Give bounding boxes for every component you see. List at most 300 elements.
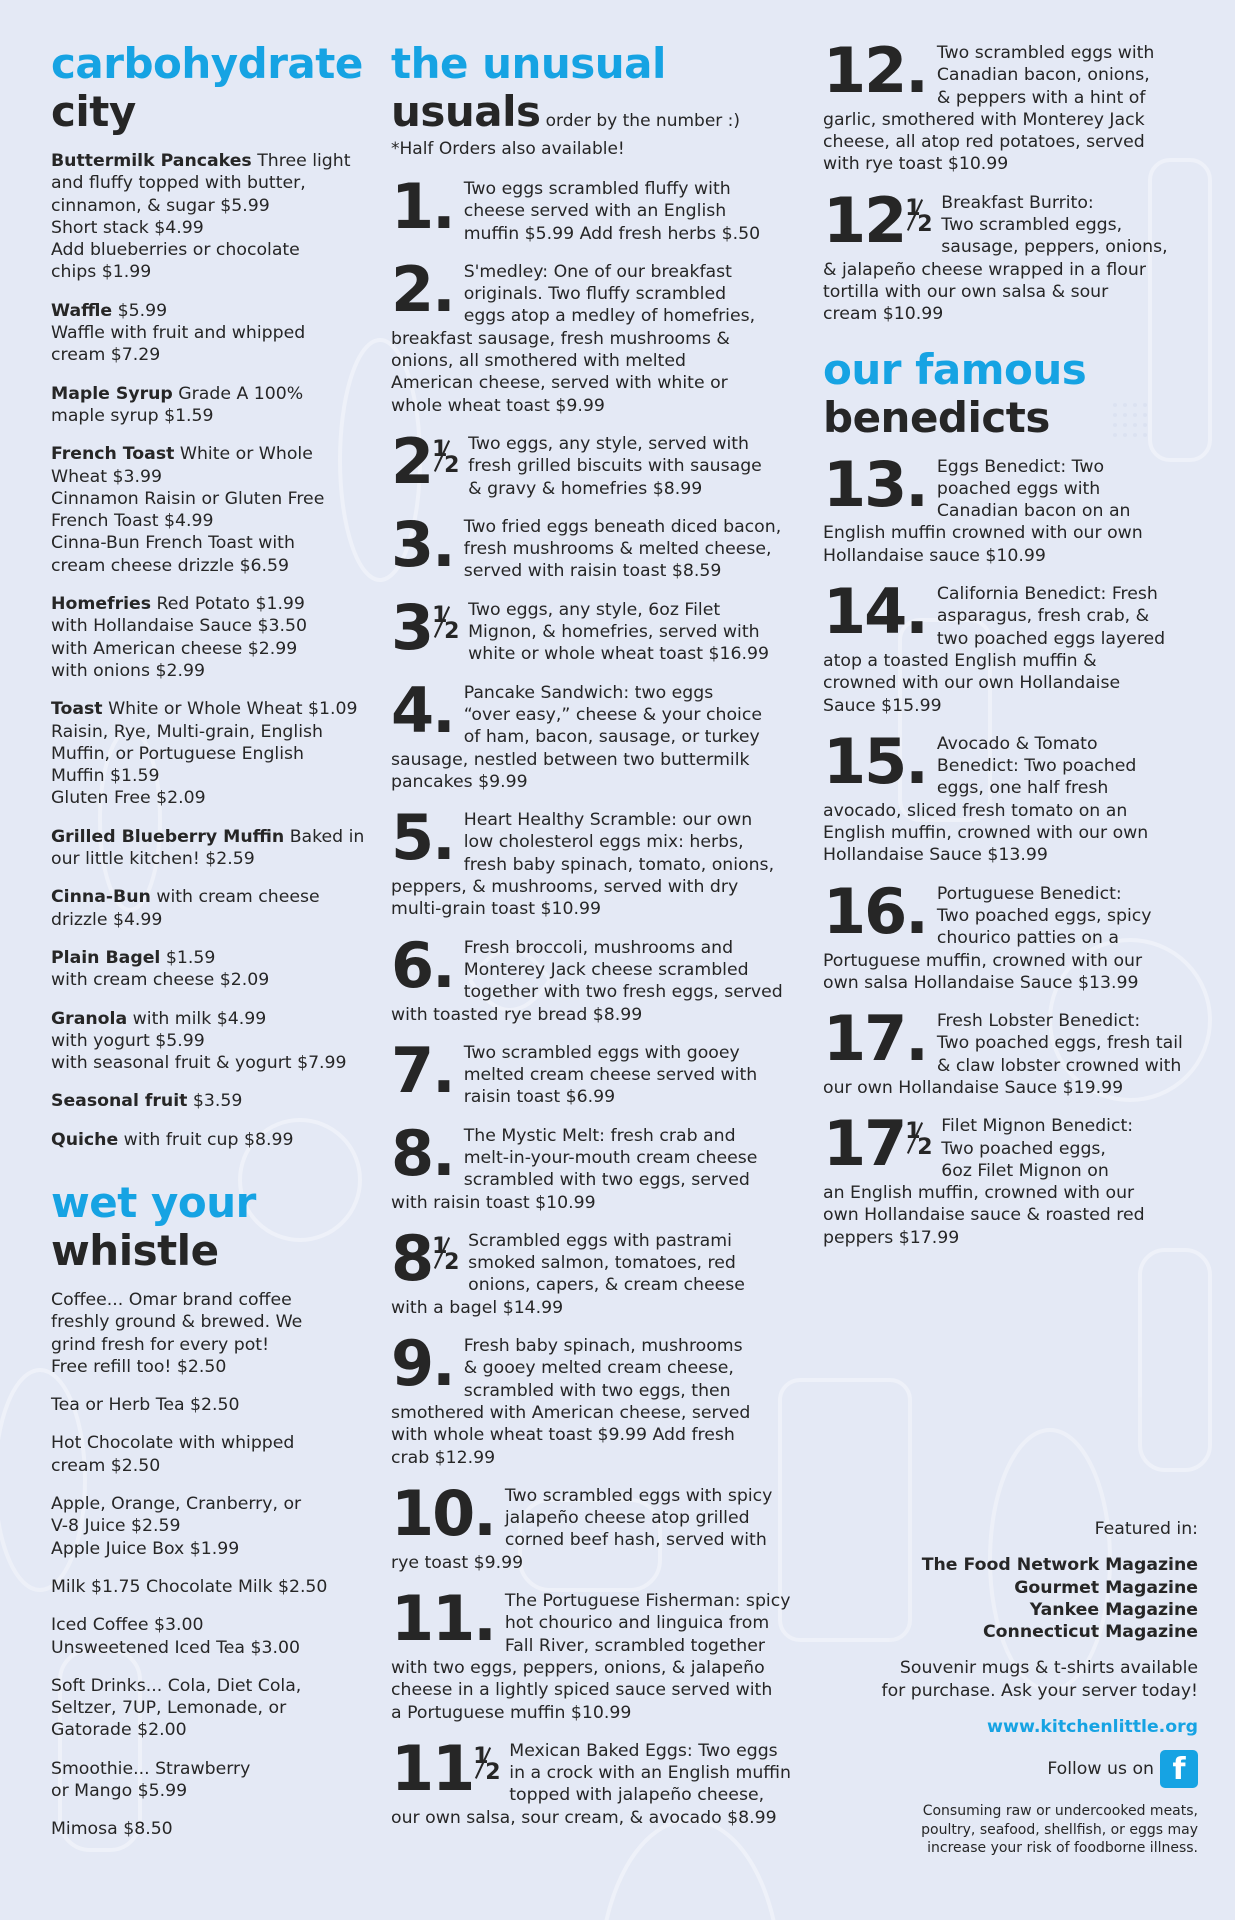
menu-item-name: Cinna-Bun	[51, 887, 151, 908]
item-number	[391, 801, 454, 875]
item-number	[823, 447, 927, 521]
numbered-item	[391, 1476, 801, 1574]
item-number	[391, 673, 454, 747]
section-title-carbohydrate: carbohydrate	[51, 39, 363, 88]
menu-item-line: maple syrup $1.59	[51, 405, 214, 426]
drink-line: Gatorade $2.00	[51, 1720, 187, 1741]
menu-item-line: with milk $4.99	[127, 1008, 267, 1029]
half-fraction-icon: 1 2	[905, 1119, 933, 1161]
item-line: onions, capers, & cream cheese	[468, 1275, 745, 1296]
item-line: Two poached eggs, fresh tail	[936, 1033, 1183, 1054]
numbered-item	[391, 170, 801, 245]
item-number-dot: .	[432, 252, 454, 326]
item-line: Portuguese Benedict:	[936, 883, 1122, 904]
menu-item-name: French Toast	[51, 444, 175, 465]
item-line: fresh grilled biscuits with sausage	[468, 456, 762, 477]
item-line: eggs atop a medley of homefries,	[463, 306, 756, 327]
menu-item-line: Wheat $3.99	[51, 466, 163, 487]
drink-line: Seltzer, 7UP, Lemonade, or	[51, 1698, 287, 1719]
numbered-item	[391, 1582, 801, 1724]
item-line: peppers $17.99	[823, 1227, 960, 1248]
item-line: of ham, bacon, sausage, or turkey	[463, 727, 760, 748]
menu-item-line: chips $1.99	[51, 262, 152, 283]
item-line: Fall River, scrambled together	[504, 1635, 765, 1656]
item-number-value: 14	[823, 575, 906, 649]
item-line: S'medley: One of our breakfast	[463, 261, 732, 282]
column-carbohydrate-city	[51, 0, 371, 1857]
item-line: crowned with our own Hollandaise	[823, 673, 1121, 694]
item-line: & gravy & homefries $8.99	[468, 478, 703, 499]
section-title-usuals: usuals	[391, 87, 541, 136]
item-line: crab $12.99	[391, 1447, 496, 1468]
item-number	[391, 1033, 454, 1107]
drink-line: Iced Coffee $3.00	[51, 1615, 204, 1636]
menu-item	[51, 886, 371, 931]
item-line: corned beef hash, served with	[504, 1530, 767, 1551]
drink-item	[51, 1614, 371, 1659]
menu-item-line: and fluffy topped with butter,	[51, 173, 306, 194]
item-line: cheese in a lightly spiced sauce served with	[391, 1680, 773, 1701]
item-line: in a crock with an English muffin	[509, 1763, 791, 1784]
numbered-item	[391, 507, 801, 583]
drink-line: grind fresh for every pot!	[51, 1334, 269, 1355]
item-line: our own Hollandaise Sauce $19.99	[823, 1077, 1124, 1098]
menu-item	[51, 1090, 371, 1112]
numbered-breakfast-list	[391, 170, 801, 1829]
follow-label: Follow us on	[1047, 1759, 1154, 1780]
food-safety-warning	[840, 1802, 1198, 1858]
item-number	[391, 590, 460, 664]
menu-item-line: Short stack $4.99	[51, 217, 204, 238]
item-number-dot: .	[473, 1582, 495, 1656]
menu-item-line: Grade A 100%	[172, 383, 304, 404]
numbered-item	[391, 424, 801, 500]
item-number-value: 17	[823, 1107, 906, 1181]
item-line: onions, all smothered with melted	[391, 351, 686, 372]
drink-line: Unsweetened Iced Tea $3.00	[51, 1637, 300, 1658]
item-number-value: 7	[391, 1033, 433, 1107]
section-title-city: city	[51, 87, 136, 136]
item-line: Canadian bacon on an	[936, 501, 1131, 522]
drink-item	[51, 1432, 371, 1477]
item-line: American cheese, served with white or	[391, 373, 728, 394]
menu-item-line: Cinna-Bun French Toast with	[51, 533, 295, 554]
item-number-dot: .	[905, 447, 927, 521]
item-line: Breakfast Burrito:	[941, 192, 1094, 213]
numbered-item	[391, 928, 801, 1026]
menu-item-name: Homefries	[51, 594, 152, 615]
item-line: & claw lobster crowned with	[936, 1055, 1182, 1076]
item-line: sausage, nestled between two buttermilk	[391, 749, 750, 770]
item-number	[823, 874, 927, 948]
menu-item-line: with American cheese $2.99	[51, 638, 298, 659]
drink-line: V-8 Juice $2.59	[51, 1516, 181, 1537]
item-line: served with raisin toast $8.59	[463, 561, 722, 582]
item-number-value: 11	[391, 1731, 474, 1805]
item-line: with whole wheat toast $9.99 Add fresh	[391, 1425, 735, 1446]
magazine-name: Yankee Magazine	[1029, 1599, 1198, 1620]
drink-item	[51, 1289, 371, 1378]
drink-item	[51, 1394, 371, 1416]
item-number-dot: .	[432, 507, 454, 581]
item-number	[823, 183, 933, 257]
numbered-item	[823, 183, 1198, 326]
menu-item	[51, 826, 371, 871]
menu-item-line: Muffin, or Portuguese English	[51, 743, 304, 764]
item-line: Two scrambled eggs with spicy	[504, 1485, 773, 1506]
drink-line: Free refill too! $2.50	[51, 1356, 227, 1377]
item-line: with toasted rye bread $8.99	[391, 1004, 643, 1025]
item-line: cheese served with an English	[463, 201, 727, 222]
numbered-item	[391, 1731, 801, 1829]
numbered-item	[823, 874, 1198, 994]
item-number	[823, 1002, 927, 1076]
drink-line: Milk $1.75 Chocolate Milk $2.50	[51, 1576, 328, 1597]
half-fraction-icon: 1 2	[905, 195, 933, 237]
souvenir-line: Souvenir mugs & t-shirts available	[899, 1658, 1198, 1679]
item-line: garlic, smothered with Monterey Jack	[823, 109, 1145, 130]
numbered-item	[391, 590, 801, 666]
item-number	[391, 1582, 495, 1656]
numbered-item	[391, 1116, 801, 1214]
item-line: Heart Healthy Scramble: our own	[463, 810, 753, 831]
menu-item-line: Muffin $1.59	[51, 766, 160, 787]
menu-item-line: with yogurt $5.99	[51, 1030, 205, 1051]
drink-line: freshly ground & brewed. We	[51, 1312, 303, 1333]
item-line: Avocado & Tomato	[936, 733, 1098, 754]
item-line: smothered with American cheese, served	[391, 1402, 751, 1423]
item-number	[823, 724, 927, 798]
item-line: muffin $5.99 Add fresh herbs $.50	[463, 223, 761, 244]
menu-item-line: with fruit cup $8.99	[118, 1129, 294, 1150]
numbered-item	[823, 575, 1198, 717]
drink-line: or Mango $5.99	[51, 1781, 188, 1802]
drink-line: Apple, Orange, Cranberry, or	[51, 1494, 302, 1515]
numbered-item	[391, 1327, 801, 1469]
item-line: Pancake Sandwich: two eggs	[463, 682, 714, 703]
item-line: raisin toast $6.99	[463, 1087, 616, 1108]
item-line: originals. Two fluffy scrambled	[463, 284, 727, 305]
magazine-name: Connecticut Magazine	[982, 1622, 1198, 1643]
item-number-value: 3	[391, 590, 433, 664]
section-title-the-unusual: the unusual	[391, 39, 666, 88]
half-fraction-icon: 1 2	[473, 1743, 501, 1785]
item-line: Sauce $15.99	[823, 695, 942, 716]
menu-item-line: with Hollandaise Sauce $3.50	[51, 616, 307, 637]
item-number-dot: .	[432, 170, 454, 243]
item-number-value: 11	[391, 1582, 474, 1656]
item-line: & peppers with a hint of	[936, 87, 1146, 108]
menu-item-line: our little kitchen! $2.59	[51, 849, 255, 870]
numbered-item	[823, 1107, 1198, 1249]
menu-item-line: Raisin, Rye, Multi-grain, English	[51, 721, 323, 742]
menu-item-line: $1.59	[160, 947, 216, 968]
drink-item	[51, 1493, 371, 1560]
menu-item	[51, 443, 371, 577]
item-line: scrambled with two eggs, then	[463, 1380, 731, 1401]
menu-item-line: cinnamon, & sugar $5.99	[51, 195, 270, 216]
magazine-name: Gourmet Magazine	[1014, 1577, 1198, 1598]
warning-line: poultry, seafood, shellfish, or eggs may	[921, 1821, 1198, 1838]
item-number-dot: .	[432, 673, 454, 747]
drink-line: Tea or Herb Tea $2.50	[51, 1395, 240, 1416]
facebook-icon[interactable]: f	[1160, 1750, 1198, 1788]
item-line: hot chourico and linguica from	[504, 1613, 770, 1634]
item-line: our own salsa, sour cream, & avocado $8.99	[391, 1807, 777, 1828]
menu-item-line: $3.59	[187, 1091, 243, 1112]
item-line: with two eggs, peppers, onions, & jalapeño	[391, 1657, 765, 1678]
drink-line: Coffee... Omar brand coffee	[51, 1289, 292, 1310]
item-number-value: 12	[823, 183, 906, 257]
menu-item-name: Granola	[51, 1008, 128, 1029]
item-line: Mignon, & homefries, served with	[468, 622, 760, 643]
item-number	[391, 1731, 501, 1805]
item-line: Two eggs, any style, served with	[468, 433, 750, 454]
item-line: Hollandaise Sauce $13.99	[823, 845, 1048, 866]
usuals-subtitle: order by the number :)	[545, 111, 741, 131]
item-number	[391, 1116, 454, 1190]
drink-item	[51, 1758, 371, 1803]
menu-item	[51, 593, 371, 682]
menu-item-name: Toast	[51, 699, 103, 720]
item-line: California Benedict: Fresh	[936, 584, 1158, 605]
menu-item-line: White or Whole Wheat $1.09	[102, 699, 358, 720]
item-line: English muffin, crowned with our own	[823, 823, 1149, 844]
drink-item	[51, 1818, 371, 1840]
warning-line: Consuming raw or undercooked meats,	[922, 1803, 1198, 1820]
item-line: eggs, one half fresh	[936, 778, 1109, 799]
menu-item	[51, 300, 371, 367]
item-line: topped with jalapeño cheese,	[509, 1785, 765, 1806]
column-unusual-usuals	[391, 0, 801, 1845]
item-line: pancakes $9.99	[391, 771, 528, 792]
item-number-dot: .	[905, 34, 927, 107]
menu-item-line: Gluten Free $2.09	[51, 788, 206, 809]
item-line: The Portuguese Fisherman: spicy	[504, 1591, 791, 1612]
item-line: Two eggs, any style, 6oz Filet	[468, 599, 721, 620]
menu-item-line: Red Potato $1.99	[151, 594, 305, 615]
item-line: Monterey Jack cheese scrambled	[463, 959, 749, 980]
item-number-dot: .	[432, 801, 454, 875]
item-line: & jalapeño cheese wrapped in a flour	[823, 259, 1146, 280]
numbered-items-12	[823, 34, 1198, 326]
item-line: own salsa Hollandaise Sauce $13.99	[823, 972, 1139, 993]
item-number-dot: .	[905, 1002, 927, 1076]
magazine-list	[840, 1554, 1198, 1643]
item-line: sausage, peppers, onions,	[941, 237, 1168, 258]
item-number-value: 10	[391, 1476, 474, 1550]
item-number	[823, 1107, 933, 1181]
item-number-dot: .	[905, 575, 927, 649]
item-line: English muffin crowned with our own	[823, 523, 1143, 544]
menu-item-line: Three light	[251, 151, 351, 171]
item-line: Two scrambled eggs,	[941, 215, 1123, 236]
numbered-item	[391, 801, 801, 920]
menu-item-line: drizzle $4.99	[51, 909, 163, 930]
item-line: Portuguese muffin, crowned with our	[823, 950, 1143, 971]
item-line: The Mystic Melt: fresh crab and	[463, 1125, 736, 1146]
section-title-whistle: whistle	[51, 1225, 219, 1275]
numbered-item	[391, 1221, 801, 1319]
drink-line: Apple Juice Box $1.99	[51, 1538, 240, 1559]
item-number-dot: .	[432, 928, 454, 1002]
menu-item-line: with seasonal fruit & yogurt $7.99	[51, 1053, 347, 1074]
item-number	[391, 424, 460, 498]
menu-item	[51, 947, 371, 992]
item-line: fresh baby spinach, tomato, onions,	[463, 854, 775, 875]
menu-item-name: Waffle	[51, 300, 113, 321]
item-line: melted cream cheese served with	[463, 1065, 758, 1086]
drinks-menu-list	[51, 1289, 371, 1841]
item-line: own Hollandaise sauce & roasted red	[823, 1205, 1145, 1226]
menu-item-name: Buttermilk Pancakes	[51, 151, 252, 171]
item-line: Benedict: Two poached	[936, 756, 1137, 777]
item-line: Fresh broccoli, mushrooms and	[463, 937, 734, 958]
item-line: peppers, & mushrooms, served with dry	[391, 877, 739, 898]
benedicts-list	[823, 447, 1198, 1250]
menu-item-line: with cream cheese	[150, 887, 320, 908]
item-line: smoked salmon, tomatoes, red	[468, 1253, 736, 1274]
item-number-value: 16	[823, 874, 906, 948]
menu-item-line: cream $7.29	[51, 345, 161, 366]
item-line: low cholesterol eggs mix: herbs,	[463, 832, 744, 853]
item-line: chourico patties on a	[936, 928, 1119, 949]
numbered-item	[823, 724, 1198, 867]
featured-label: Featured in:	[1094, 1519, 1198, 1539]
item-number	[391, 1221, 460, 1295]
item-line: together with two fresh eggs, served	[463, 982, 783, 1003]
section-title-wet-your: wet your	[51, 1177, 256, 1227]
item-number	[391, 928, 454, 1002]
item-line: rye toast $9.99	[391, 1552, 524, 1573]
menu-item-line: Cinnamon Raisin or Gluten Free	[51, 488, 325, 509]
menu-item-line: $5.99	[112, 300, 168, 321]
item-number-value: 9	[391, 1327, 433, 1401]
numbered-item	[823, 1002, 1198, 1099]
menu-item-name: Grilled Blueberry Muffin	[51, 826, 285, 847]
magazine-name: The Food Network Magazine	[921, 1555, 1198, 1576]
item-number-value: 12	[823, 34, 906, 107]
numbered-item	[391, 1033, 801, 1109]
item-line: a Portuguese muffin $10.99	[391, 1702, 632, 1723]
menu-item-line: Baked in	[284, 826, 365, 847]
menu-item-line: with onions $2.99	[51, 660, 205, 681]
menu-item	[51, 1129, 371, 1151]
item-line: 6oz Filet Mignon on	[941, 1160, 1109, 1181]
item-line: jalapeño cheese atop grilled	[504, 1508, 750, 1529]
item-number	[391, 1327, 454, 1401]
menu-item	[51, 383, 371, 428]
item-number-value: 5	[391, 801, 433, 875]
item-number-value: 15	[823, 724, 906, 798]
item-number-dot: .	[905, 874, 927, 948]
item-number-value: 1	[391, 170, 433, 243]
item-line: white or whole wheat toast $16.99	[468, 644, 769, 665]
section-title-benedicts: benedicts	[823, 392, 1050, 442]
numbered-item	[823, 447, 1198, 567]
item-line: atop a toasted English muffin &	[823, 650, 1097, 671]
half-fraction-icon: 1 2	[432, 602, 460, 644]
item-number-dot: .	[432, 1327, 454, 1401]
item-line: Eggs Benedict: Two	[936, 456, 1105, 477]
souvenir-line: for purchase. Ask your server today!	[881, 1680, 1198, 1701]
item-line: Two poached eggs,	[941, 1138, 1106, 1159]
item-number-value: 3	[391, 507, 433, 581]
item-line: Fresh Lobster Benedict:	[936, 1011, 1141, 1032]
carb-menu-list	[51, 150, 371, 1151]
drink-item	[51, 1675, 371, 1742]
item-number-value: 17	[823, 1002, 906, 1076]
menu-item-line: White or Whole	[174, 444, 313, 465]
item-line: Two eggs scrambled fluffy with	[463, 179, 731, 199]
menu-item-line: with cream cheese $2.09	[51, 970, 270, 991]
drink-line: Smoothie... Strawberry	[51, 1758, 251, 1779]
menu-item	[51, 698, 371, 809]
souvenir-note	[840, 1657, 1198, 1702]
half-fraction-icon: 1 2	[432, 1233, 460, 1275]
numbered-item	[823, 34, 1198, 176]
item-line: fresh mushrooms & melted cheese,	[463, 539, 772, 560]
item-line: tortilla with our own salsa & sour	[823, 281, 1109, 302]
item-number	[823, 34, 927, 107]
drink-line: Mimosa $8.50	[51, 1819, 173, 1840]
item-line: cream $10.99	[823, 304, 944, 325]
item-line: Mexican Baked Eggs: Two eggs	[509, 1740, 778, 1761]
item-number-dot: .	[905, 724, 927, 798]
item-line: Canadian bacon, onions,	[936, 65, 1150, 86]
item-line: avocado, sliced fresh tomato on an	[823, 800, 1128, 821]
numbered-item	[391, 252, 801, 417]
menu-item-line: Waffle with fruit and whipped	[51, 323, 306, 344]
item-line: with a bagel $14.99	[391, 1297, 564, 1318]
item-number-value: 13	[823, 447, 906, 521]
item-line: with raisin toast $10.99	[391, 1192, 596, 1213]
website-link[interactable]: www.kitchenlittle.org	[987, 1717, 1198, 1738]
item-line: whole wheat toast $9.99	[391, 395, 605, 416]
menu-item-name: Quiche	[51, 1129, 119, 1150]
item-line: melt-in-your-mouth cream cheese	[463, 1147, 758, 1168]
menu-item-line: Add blueberries or chocolate	[51, 240, 300, 261]
drink-line: cream $2.50	[51, 1455, 161, 1476]
item-line: breakfast sausage, fresh mushrooms &	[391, 328, 730, 349]
item-number-dot: .	[432, 1116, 454, 1190]
item-number-value: 8	[391, 1221, 433, 1295]
item-number	[391, 170, 454, 243]
drink-line: Soft Drinks... Cola, Diet Cola,	[51, 1675, 302, 1696]
item-line: Two poached eggs, spicy	[936, 905, 1152, 926]
item-line: scrambled with two eggs, served	[463, 1170, 750, 1191]
menu-item-name: Plain Bagel	[51, 947, 161, 968]
item-line: Two fried eggs beneath diced bacon,	[463, 516, 782, 537]
featured-in-block	[840, 1518, 1198, 1858]
section-title-our-famous: our famous	[823, 344, 1087, 394]
menu-item	[51, 150, 371, 284]
menu-item-line: cream cheese drizzle $6.59	[51, 555, 290, 576]
item-number	[391, 1476, 495, 1550]
item-line: asparagus, fresh crab, &	[936, 606, 1150, 627]
item-line: Fresh baby spinach, mushrooms	[463, 1336, 743, 1357]
item-number	[823, 575, 927, 649]
menu-item-name: Seasonal fruit	[51, 1091, 188, 1112]
column-benedicts	[823, 0, 1198, 1265]
item-number-value: 4	[391, 673, 433, 747]
menu-item-name: Maple Syrup	[51, 383, 173, 404]
item-line: Filet Mignon Benedict:	[941, 1116, 1134, 1137]
drink-item	[51, 1576, 371, 1598]
warning-line: increase your risk of foodborne illness.	[927, 1840, 1198, 1857]
menu-item-line: French Toast $4.99	[51, 511, 214, 532]
item-number-dot: .	[432, 1033, 454, 1107]
